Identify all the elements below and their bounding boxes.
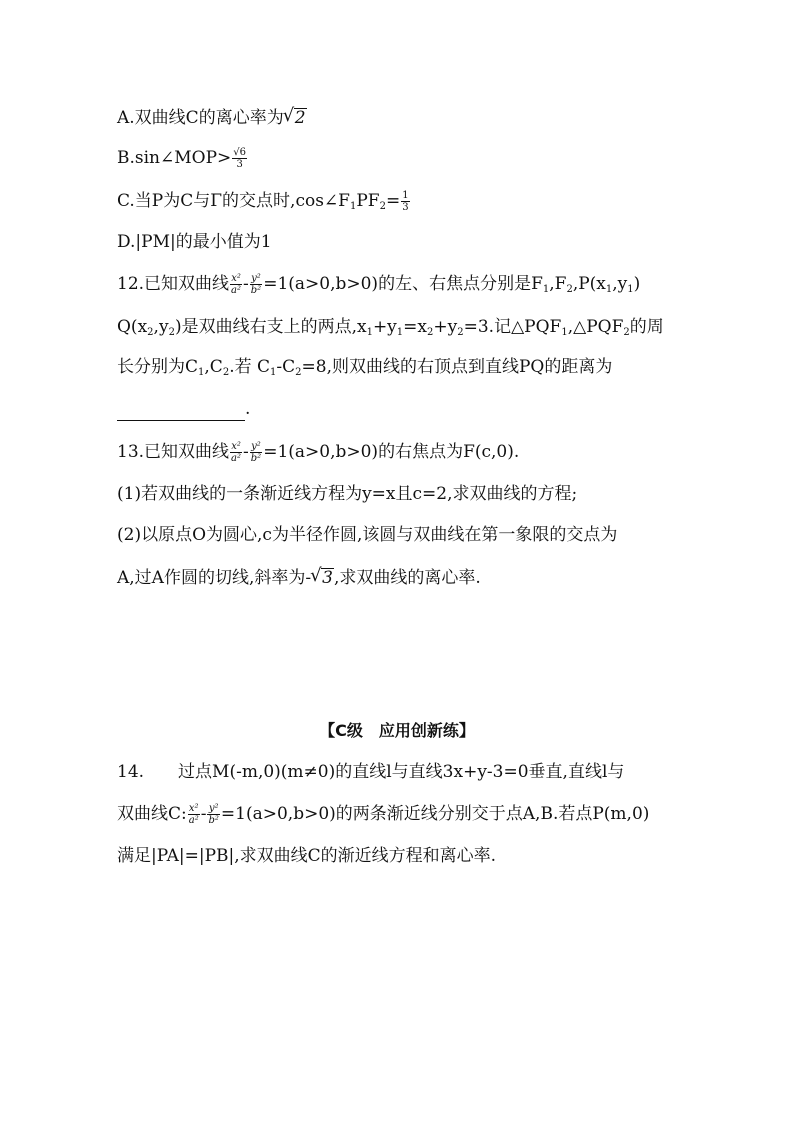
q14-line-1: 14. 过点M(-m,0)(m≠0)的直线l与直线3x+y-3=0垂直,直线l与 [117,762,625,782]
option-c: C.当P为C与Γ的交点时$,\cos\angle F_1PF_2=$ $\frac{1}{3}$ [117,190,409,213]
option-b: B.sin∠MOP> $\frac{√6}{3}$ [117,147,247,170]
fraction-x2-over-a2: $\frac{\text{x²}}{\text{a²}}$ [231,273,242,296]
section-title: 【C级 应用创新练】 [319,721,475,740]
fraction-sqrt6-over-3: $\frac{√6}{3}$ [233,147,247,170]
q14-line-3: 满足|PA|=|PB|,求双曲线C的渐近线方程和离心率. [117,846,497,866]
option-a [117,106,307,130]
q12-line-1: 12.已知双曲线 $\frac{\text{x²}}{\text{a²}}$ - $\frac{\text{y²}}{\text{b²}}$ =1(a>0,b>0)的左、右焦点分别是$F_1,F_2,P(x_1,y_1)$ [117,273,641,296]
sqrt-2: √ 2 [284,106,307,130]
q13-part-2: (2)以原点O为圆心,c为半径作圆,该圆与双曲线在第一象限的交点为 [117,525,618,545]
fraction-1-over-3: $\frac{1}{3}$ [402,190,409,213]
q13-part-2-cont: A,过A作圆的切线,斜率为-√ 3,求双曲线的离心率. [117,566,481,590]
fraction-x2-over-a2: $\frac{\text{x²}}{\text{a²}}$ [231,441,242,464]
answer-blank [117,402,245,421]
fraction-y2-over-b2: $\frac{\text{y²}}{\text{b²}}$ [250,273,262,296]
fraction-x2-over-a2: $\frac{\text{x²}}{\text{a²}}$ [188,803,199,826]
q13-part-1: (1)若双曲线的一条渐近线方程为y=x且c=2,求双曲线的方程; [117,484,578,504]
option-d: D.|PM|的最小值为1 [117,232,272,252]
sqrt-3: √ 3 [311,566,334,590]
q13-line-1: 13.已知双曲线 $\frac{\text{x²}}{\text{a²}}$ - $\frac{\text{y²}}{\text{b²}}$ =1(a>0,b>0)的右焦点为F(c,0). [117,441,520,464]
q14-line-2: 双曲线C: $\frac{\text{x²}}{\text{a²}}$ - $\frac{\text{y²}}{\text{b²}}$ =1(a>0,b>0)的两条渐近线分别交于点A,B.若点P(m,0) [117,803,650,826]
fraction-y2-over-b2: $\frac{\text{y²}}{\text{b²}}$ [208,803,219,826]
option-a-text: A.双曲线C的离心率为 [117,108,284,128]
fraction-y2-over-b2: $\frac{\text{y²}}{\text{b²}}$ [250,441,262,464]
q12-answer-blank: . [117,397,250,421]
q12-line-2: $Q(x_2,y_2)$是双曲线右支上的两点$,x_1+y_1=x_2+y_2=3$.记$\triangle PQF_1,\triangle PQF_2$的周 [117,317,664,338]
q12-line-3: 长分别为$C_1,C_2$.若 $C_1-C_2=8$,则双曲线的右顶点到直线PQ的距离为 [117,357,613,378]
